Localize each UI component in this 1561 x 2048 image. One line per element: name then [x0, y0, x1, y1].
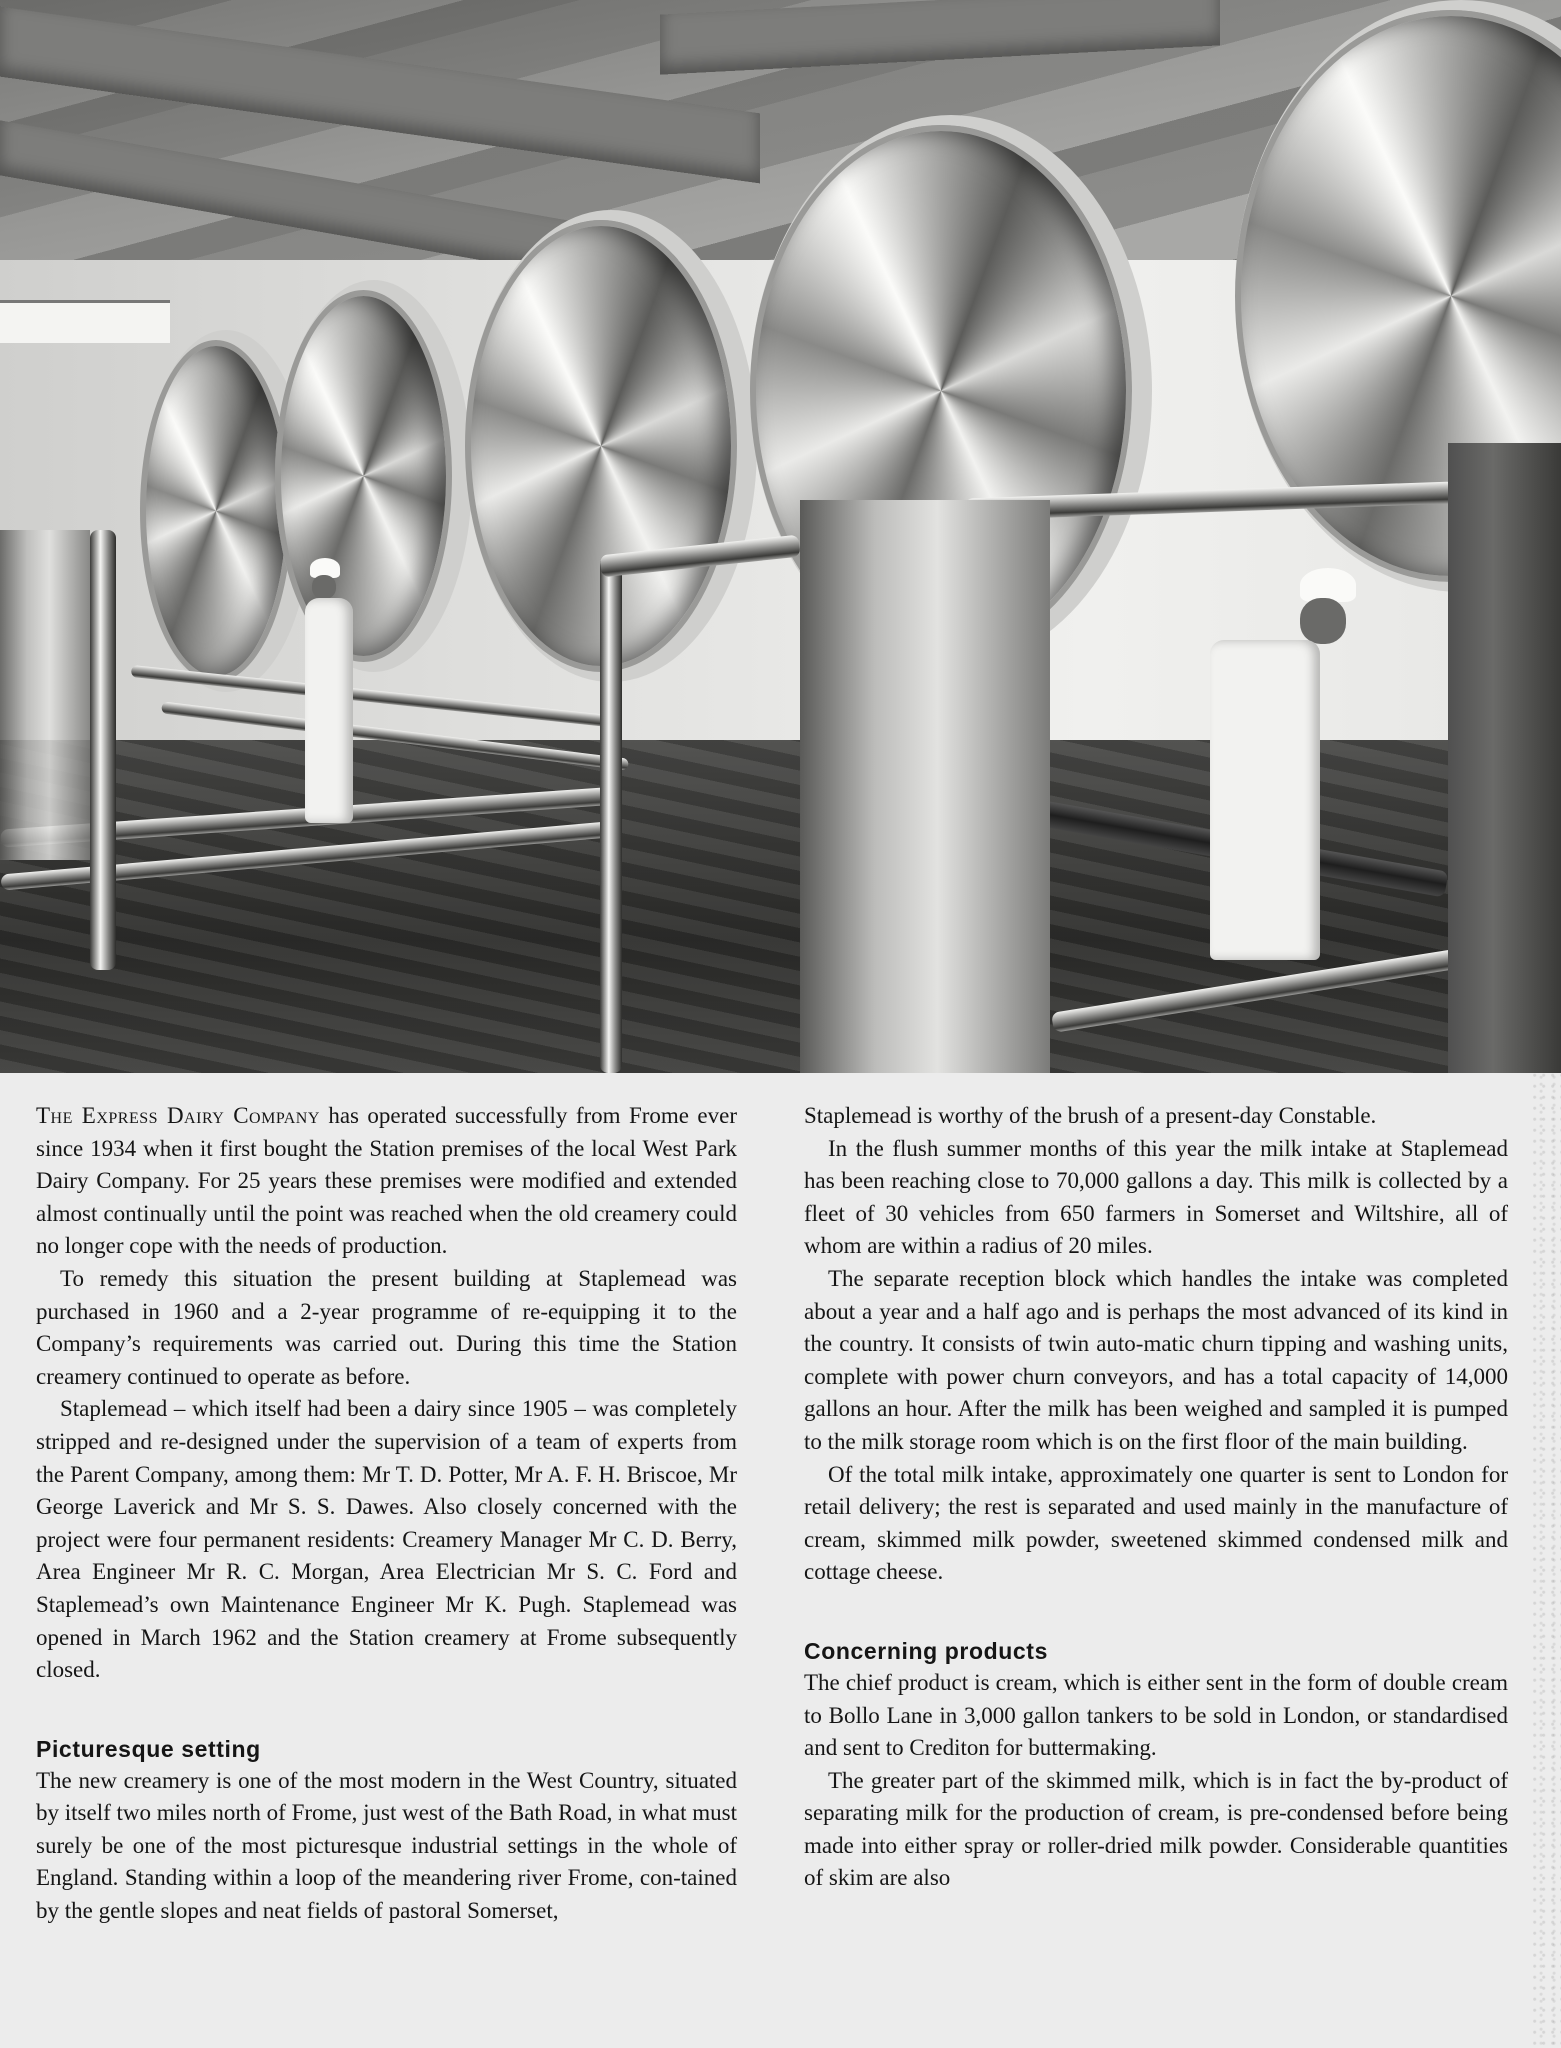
paragraph: Staplemead is worthy of the brush of a present-day Constable.	[804, 1103, 1377, 1128]
worker-cap	[1300, 568, 1356, 602]
worker-head	[1300, 598, 1346, 644]
frame-post	[90, 530, 116, 970]
page-edge-speckle	[1532, 1073, 1561, 2048]
paragraph: The separate reception block which handles the intake was completed about a year and a half ago and is perhaps the most advanced of its kind in the country. It consists of twin auto-matic churn tipping and washing units, complete with power churn conveyors, and has a total capacity of 14,000 gallons an hour. After the milk has been weighed and sampled it is pumped to the milk storage room which is on the first floor of the main building.	[804, 1265, 1508, 1454]
window-strip	[0, 300, 170, 343]
worker-right	[1210, 640, 1320, 960]
milk-tank-2	[275, 290, 452, 662]
paragraph: The new creamery is one of the most modern in the West Country, situated by itself two miles north of Frome, just west of the Bath Road, in what must surely be one of the most picturesque industrial settings in the whole of England. Standing within a loop of the meandering river Frome, con-tained by the gentle slopes and neat fields of pastoral Somerset,	[36, 1767, 737, 1924]
worker-head	[312, 575, 336, 599]
section-heading-concerning-products: Concerning products	[804, 1637, 1048, 1664]
vertical-pipe	[600, 555, 622, 1073]
worker-left	[305, 598, 353, 823]
article-right-column	[804, 1100, 1508, 1895]
paragraph: To remedy this situation the present building at Staplemead was purchased in 1960 and a 2-year programme of re-equipping it to the Company’s requirements was carried out. During this time the Station creamery continued to operate as before.	[36, 1265, 737, 1389]
paragraph: The greater part of the skimmed milk, which is in fact the by-product of separating milk for the production of cream, is pre-condensed before being made into either spray or roller-dried milk powder. Considerable quantities of skim are also	[804, 1767, 1508, 1891]
section-heading-picturesque-setting: Picturesque setting	[36, 1735, 261, 1762]
company-name-lead: The Express Dairy Company	[36, 1103, 320, 1128]
milk-tank-1	[140, 340, 292, 682]
plate-heat-exchanger	[800, 500, 1050, 1073]
right-frame-post	[1448, 443, 1561, 1073]
intro-paragraph: The Express Dairy Company has operated successfully from Frome ever since 1934 when it first bought the Station premises of the local West Park Dairy Company. For 25 years these premises were modified and extended almost continually until the point was reached when the old creamery could no longer cope with the needs of production.	[36, 1103, 737, 1259]
article-left-column	[36, 1100, 737, 1928]
paragraph: Of the total milk intake, approximately one quarter is sent to London for retail delivery; the rest is separated and used mainly in the manufacture of cream, skimmed milk powder, sweetened skimmed condensed milk and cottage cheese.	[804, 1461, 1508, 1585]
wet-tiled-floor	[0, 740, 1561, 1073]
paragraph: The chief product is cream, which is either sent in the form of double cream to Bollo Lane in 3,000 gallon tankers to be sold in London, or standardised and sent to Crediton for buttermaking.	[804, 1669, 1508, 1761]
paragraph: In the flush summer months of this year the milk intake at Staplemead has been reaching close to 70,000 gallons a day. This milk is collected by a fleet of 30 vehicles from 650 farmers in Somerset and Wiltshire, all of whom are within a radius of 20 miles.	[804, 1135, 1508, 1259]
heat-exchanger-left	[0, 530, 90, 860]
paragraph: Staplemead – which itself had been a dairy since 1905 – was completely stripped and re-designed under the supervision of a team of experts from the Parent Company, among them: Mr T. D. Potter, Mr A. F. H. Briscoe, Mr George Laverick and Mr S. S. Dawes. Also closely concerned with the project were four permanent residents: Creamery Manager Mr C. D. Berry, Area Engineer Mr R. C. Morgan, Area Electrician Mr S. C. Ford and Staplemead’s own Maintenance Engineer Mr K. Pugh. Staplemead was opened in March 1962 and the Station creamery at Frome subsequently closed.	[36, 1396, 737, 1683]
